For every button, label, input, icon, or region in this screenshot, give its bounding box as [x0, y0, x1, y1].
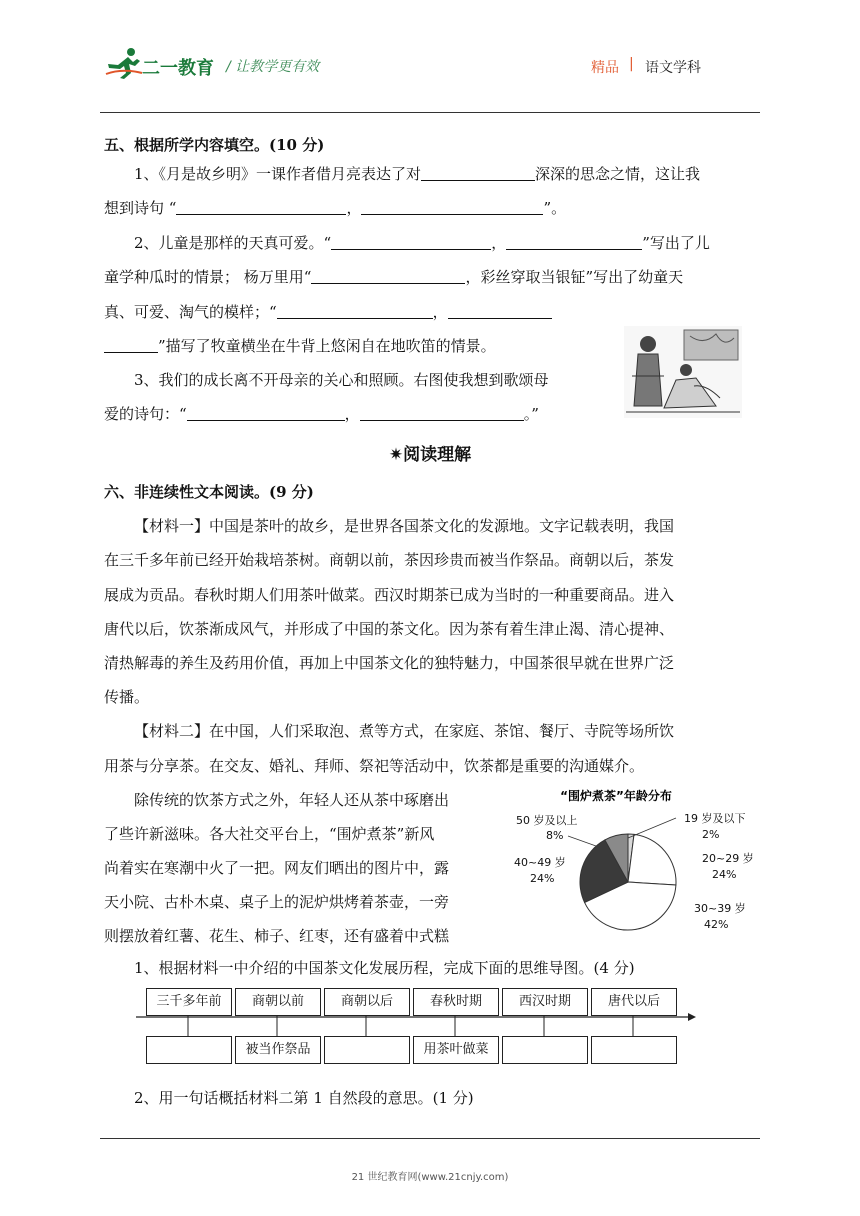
footer-source: 21 世纪教育网(www.21cnjy.com): [351, 1172, 509, 1183]
slice-label: 30~39 岁: [694, 902, 746, 915]
material2-line: 天小院、古朴木桌、桌子上的泥炉烘烤着茶壶，一旁: [104, 893, 450, 911]
slice-value: 2%: [702, 828, 720, 841]
slice-value: 24%: [712, 868, 737, 881]
answer-blank[interactable]: [361, 198, 543, 215]
slice-label: 19 岁及以下: [684, 812, 746, 825]
timeline-period-box: 商朝以前: [235, 988, 321, 1016]
q2-line3: 真、可爱、淘气的模样；“ ，: [104, 301, 552, 323]
answer-blank[interactable]: [311, 267, 465, 284]
slogan: / 让教学更有效: [226, 59, 320, 75]
slice-value: 8%: [546, 829, 564, 842]
timeline-event-box: 用茶叶做菜: [413, 1036, 499, 1064]
answer-blank[interactable]: [277, 302, 433, 319]
material2-line: 除传统的饮茶方式之外，年轻人还从茶中琢磨出: [134, 791, 450, 809]
timeline-answer-box[interactable]: [146, 1036, 232, 1064]
material2-line: 【材料二】在中国，人们采取泡、煮等方式，在家庭、茶馆、餐厅、寺院等场所饮: [134, 722, 675, 740]
tea-history-timeline: [136, 988, 696, 1068]
timeline-answer-box[interactable]: [502, 1036, 588, 1064]
reading-section-title: ✷阅读理解: [388, 445, 472, 465]
logo-runner-icon: [104, 46, 144, 80]
timeline-period-box: 春秋时期: [413, 988, 499, 1016]
material2-line: 用茶与分享茶。在交友、婚礼、拜师、祭祀等活动中，饮茶都是重要的沟通媒介。: [104, 757, 645, 775]
q2-line4: ”描写了牧童横坐在牛背上悠闲自在地吹笛的情景。: [104, 335, 496, 357]
material2-line: 尚着实在寒潮中火了一把。网友们晒出的图片中，露: [104, 859, 450, 877]
material1-line: 在三千多年前已经开始栽培茶树。商朝以前，茶因珍贵而被当作祭品。商朝以后，茶发: [104, 551, 675, 569]
material1-line: 清热解毒的养生及药用价值，再加上中国茶文化的独特魅力，中国茶很早就在世界广泛: [104, 654, 675, 672]
timeline-period-box: 西汉时期: [502, 988, 588, 1016]
footer-divider: [100, 1138, 760, 1139]
section6-q1: 1、根据材料一中介绍的中国茶文化发展历程，完成下面的思维导图。(4 分): [134, 959, 635, 977]
section6-title: 六、非连续性文本阅读。(9 分): [104, 483, 314, 501]
timeline-period-box: 唐代以后: [591, 988, 677, 1016]
answer-blank[interactable]: [360, 404, 524, 421]
brand-label: 精品: [591, 60, 619, 76]
material2-line: 了些许新滋味。各大社交平台上，“围炉煮茶”新风: [104, 825, 435, 843]
q1-line2: 想到诗句 “ ， ”。: [104, 199, 567, 217]
timeline-event-box: 被当作祭品: [235, 1036, 321, 1064]
q2-line2: 童学种瓜时的情景； 杨万里用“ ，彩丝穿取当银钲”写出了幼童天: [104, 268, 684, 286]
timeline-answer-box[interactable]: [324, 1036, 410, 1064]
slice-label: 20~29 岁: [702, 852, 754, 865]
section6-q2: 2、用一句话概括材料二第 1 自然段的意思。(1 分): [134, 1089, 474, 1107]
q2-line1: 2、儿童是那样的天真可爱。“ ， ”写出了儿: [134, 234, 710, 252]
section5-title: 五、根据所学内容填空。(10 分): [104, 136, 325, 154]
timeline-period-box: 三千多年前: [146, 988, 232, 1016]
answer-blank[interactable]: [104, 336, 158, 353]
slice-label: 40~49 岁: [514, 856, 566, 869]
answer-blank[interactable]: [187, 404, 345, 421]
material1-line: 唐代以后，饮茶渐成风气，并形成了中国的茶文化。因为茶有着生津止渴、清心提神、: [104, 620, 675, 638]
timeline-answer-box[interactable]: [591, 1036, 677, 1064]
timeline-period-box: 商朝以后: [324, 988, 410, 1016]
header-divider: [100, 112, 760, 113]
answer-blank[interactable]: [331, 233, 491, 250]
answer-blank[interactable]: [176, 198, 346, 215]
slice-value: 42%: [704, 918, 729, 931]
answer-blank[interactable]: [448, 302, 552, 319]
material2-line: 则摆放着红薯、花生、柿子、红枣，还有盛着中式糕: [104, 927, 450, 945]
chart-title: “围炉煮茶”年龄分布: [560, 789, 672, 803]
material1-line: 【材料一】中国是茶叶的故乡，是世界各国茶文化的发源地。文字记载表明，我国: [134, 517, 675, 535]
answer-blank[interactable]: [506, 233, 642, 250]
material1-line: 展成为贡品。春秋时期人们用茶叶做菜。西汉时期茶已成为当时的一种重要商品。进入: [104, 586, 675, 604]
q1-line1: 1、《月是故乡明》一课作者借月亮表达了对 深深的思念之情，这让我: [134, 165, 701, 183]
q3-line2: 爱的诗句：“ ， 。”: [104, 405, 539, 423]
age-distribution-pie-chart: [506, 782, 760, 938]
q3-line1: 3、我们的成长离不开母亲的关心和照顾。右图使我想到歌颂母: [134, 371, 549, 389]
subject-label: 语文学科: [645, 60, 701, 76]
answer-blank[interactable]: [421, 164, 535, 181]
mother-sewing-illustration: [624, 326, 742, 418]
pie-slice: [628, 834, 676, 885]
arrow-right-icon: [688, 1013, 696, 1021]
slice-value: 24%: [530, 872, 555, 885]
brand-separator: |: [629, 56, 634, 72]
logo-text: 二一教育: [142, 58, 214, 79]
material1-line: 传播。: [104, 688, 150, 706]
slice-label: 50 岁及以上: [516, 814, 578, 827]
